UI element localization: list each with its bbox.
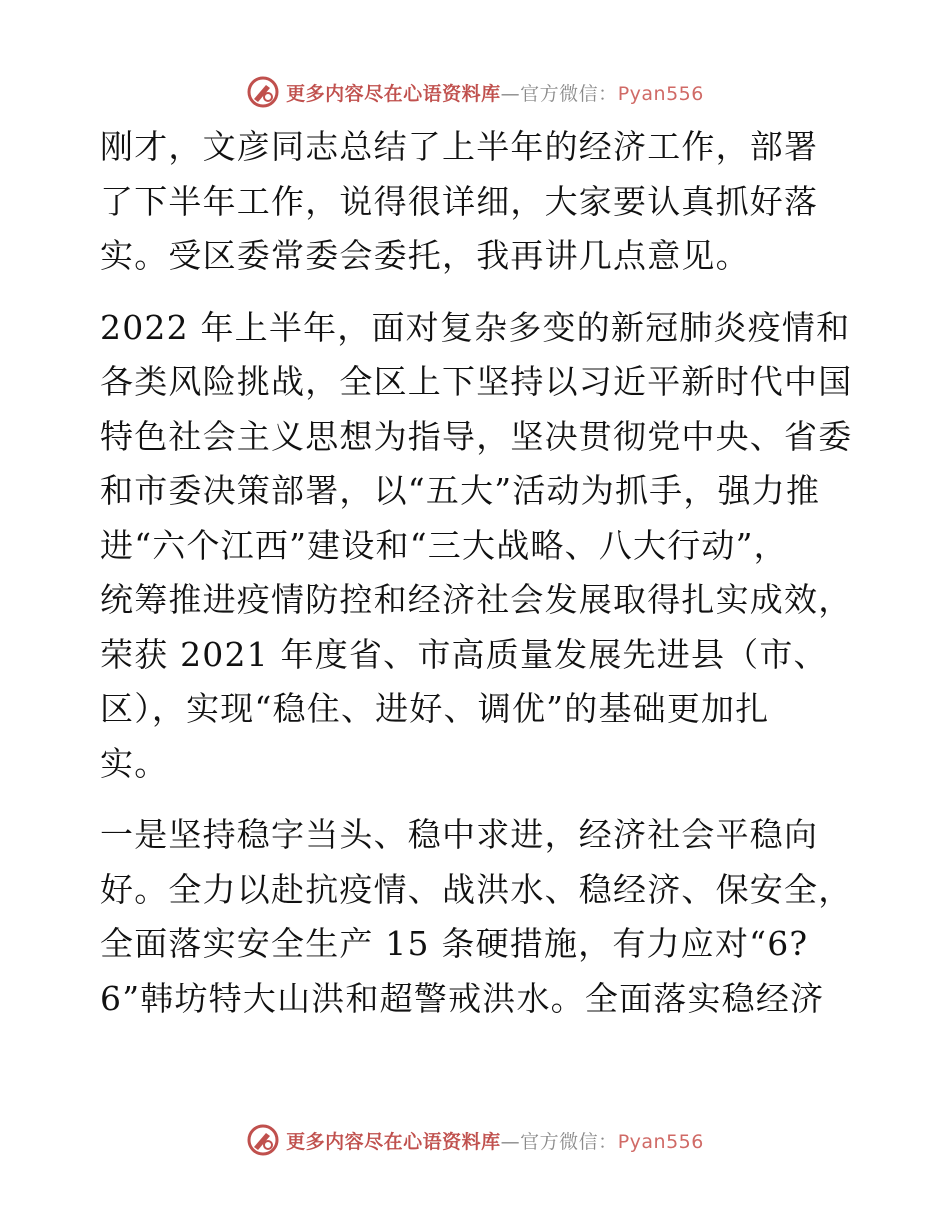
watermark-brand: 更多内容尽在心语资料库 bbox=[286, 82, 501, 105]
watermark-footer bbox=[0, 1120, 950, 1160]
text-line: 刚才，文彦同志总结了上半年的经济工作，部署 bbox=[100, 127, 819, 166]
watermark-wechat-id: Pyan556 bbox=[617, 82, 704, 105]
text-line: 实。 bbox=[100, 743, 169, 783]
paragraph-3 bbox=[100, 808, 860, 1026]
text-line: 各类风险挑战，全区上下坚持以习近平新时代中国 bbox=[100, 362, 853, 401]
watermark-header bbox=[0, 72, 950, 112]
text-line: 进“六个江西”建设和“三大战略、八大行动”， bbox=[100, 525, 788, 565]
text-line: 好。全力以赴抗疫情、战洪水、稳经济、保安全， bbox=[100, 869, 853, 909]
text-line: 统筹推进疫情防控和经济社会发展取得扎实成效， bbox=[100, 580, 853, 619]
text-line: 荣获 2021 年度省、市高质量发展先进县（市、 bbox=[100, 634, 828, 674]
text-line: 和市委决策部署，以“五大”活动为抓手，强力推 bbox=[100, 471, 821, 510]
watermark-dash: — bbox=[500, 1130, 521, 1153]
document-body bbox=[100, 120, 860, 1043]
watermark-dash: — bbox=[500, 82, 521, 105]
paragraph-2 bbox=[100, 301, 860, 792]
paragraph-1 bbox=[100, 120, 860, 284]
watermark-text bbox=[286, 1127, 704, 1154]
watermark-wechat-label: 官方微信： bbox=[520, 1130, 618, 1153]
watermark-wechat-label: 官方微信： bbox=[520, 82, 618, 105]
text-line: 区），实现“稳住、进好、调优”的基础更加扎 bbox=[100, 689, 770, 728]
text-line: 一是坚持稳字当头、稳中求进，经济社会平稳向 bbox=[100, 815, 819, 854]
watermark-text bbox=[286, 79, 704, 106]
library-logo-icon bbox=[246, 1123, 280, 1157]
watermark-wechat-id: Pyan556 bbox=[617, 1130, 704, 1153]
library-logo-icon bbox=[246, 75, 280, 109]
text-line: 6”韩坊特大山洪和超警戒洪水。全面落实稳经济 bbox=[100, 978, 825, 1018]
text-line: 了下半年工作，说得很详细，大家要认真抓好落 bbox=[100, 181, 819, 221]
text-line: 实。受区委常委会委托，我再讲几点意见。 bbox=[100, 236, 750, 275]
watermark-brand: 更多内容尽在心语资料库 bbox=[286, 1130, 501, 1153]
text-line: 2022 年上半年，面对复杂多变的新冠肺炎疫情和 bbox=[100, 307, 851, 347]
text-line: 全面落实安全生产 15 条硬措施，有力应对“6? bbox=[100, 924, 809, 963]
text-line: 特色社会主义思想为指导，坚决贯彻党中央、省委 bbox=[100, 416, 853, 456]
